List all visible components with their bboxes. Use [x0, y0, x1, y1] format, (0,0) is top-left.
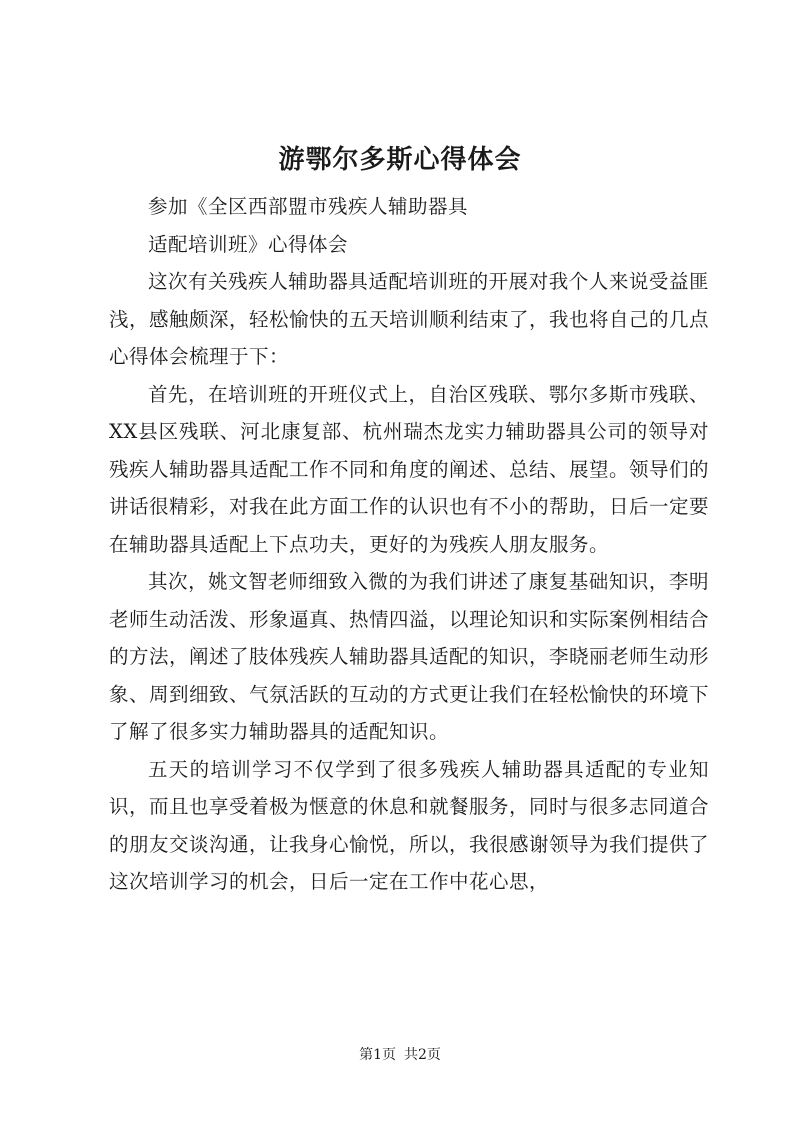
- paragraph: 五天的培训学习不仅学到了很多残疾人辅助器具适配的专业知识，而且也享受着极为惬意的休息和就餐服务，同时与很多志同道合的朋友交谈沟通，让我身心愉悦，所以，我很感谢领导为我们提供了这次培训学习的机会，日后一定在工作中花心思，: [109, 757, 710, 893]
- page-number: 第1页: [359, 1047, 396, 1063]
- page-total: 共2页: [404, 1047, 441, 1063]
- document-title: 游鄂尔多斯心得体会: [278, 145, 522, 175]
- paragraph: 参加《全区西部盟市残疾人辅助器具: [148, 195, 469, 218]
- document-body: [109, 188, 709, 901]
- paragraph: 首先，在培训班的开班仪式上，自治区残联、鄂尔多斯市残联、XX县区残联、河北康复部、杭州瑞杰龙实力辅助器具公司的领导对残疾人辅助器具适配工作不同和角度的阐述、总结、展望。领导们的讲话很精彩，对我在此方面工作的认识也有不小的帮助，日后一定要在辅助器具适配上下点功夫，更好的为残疾人朋友服务。: [109, 382, 710, 556]
- paragraph: 适配培训班》心得体会: [148, 232, 349, 256]
- page-footer: [0, 1045, 800, 1065]
- paragraph: 其次，姚文智老师细致入微的为我们讲述了康复基础知识，李明老师生动活泼、形象逼真、热情四溢，以理论知识和实际案例相结合的方法，阐述了肢体残疾人辅助器具适配的知识，李晓丽老师生动形象、周到细致、气氛活跃的互动的方式更让我们在轻松愉快的环境下了解了很多实力辅助器具的适配知识。: [109, 570, 710, 743]
- paragraph: 这次有关残疾人辅助器具适配培训班的开展对我个人来说受益匪浅，感触颇深，轻松愉快的五天培训顺利结束了，我也将自己的几点心得体会梳理于下：: [109, 270, 710, 368]
